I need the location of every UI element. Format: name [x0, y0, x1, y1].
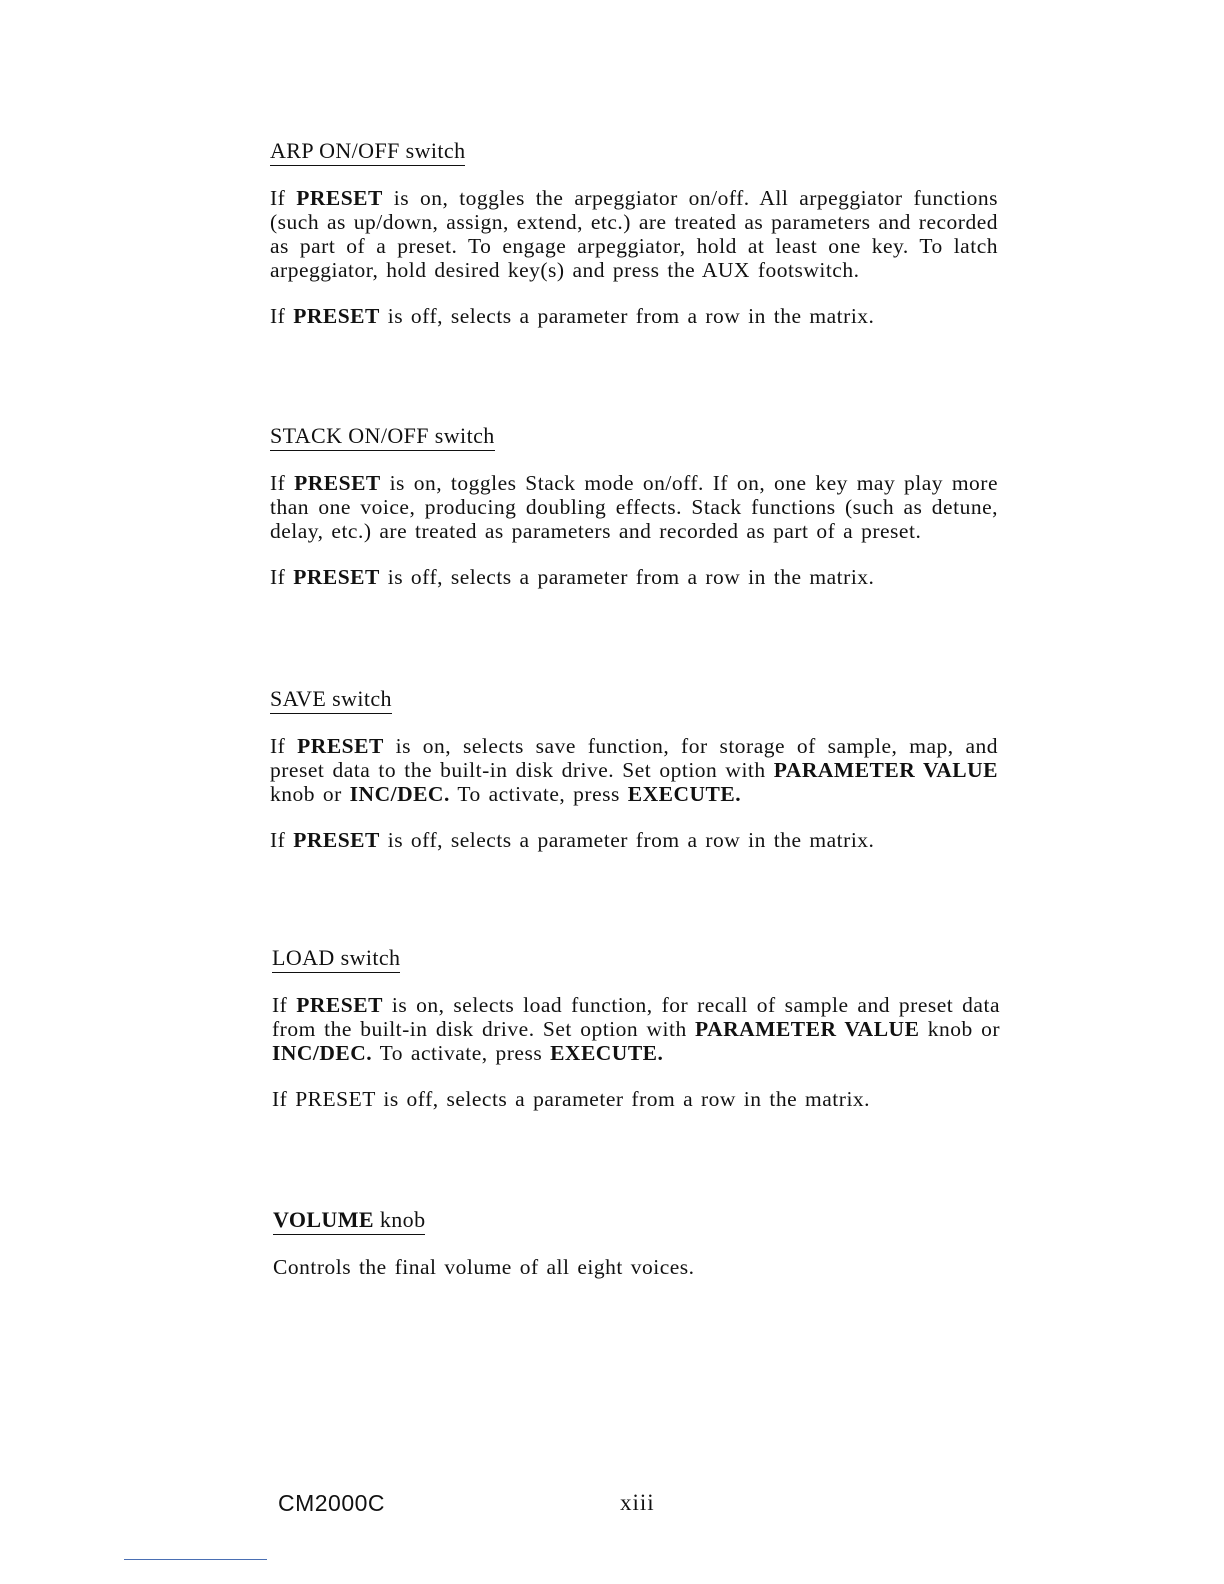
section-arp-switch [270, 138, 998, 350]
bold-term: PRESET [293, 304, 380, 328]
paragraph [273, 1255, 1001, 1279]
section-heading: STACK ON/OFF switch [270, 423, 495, 451]
text-run: If [270, 734, 298, 758]
section-load-switch [272, 945, 1000, 1133]
paragraph [270, 304, 998, 328]
bold-term: EXECUTE. [627, 782, 742, 806]
bold-term: PRESET [296, 993, 383, 1017]
text-run: If [270, 304, 294, 328]
text-run: is on, toggles Stack mode on/off. If on, one key may play more than one voice, producing doubling effects. Stack functions (such as detune, delay, etc.) are treated as parameters and recorded as part of a preset. [270, 471, 998, 543]
paragraph [270, 828, 998, 852]
text-run: If [270, 471, 295, 495]
paragraph [272, 993, 1000, 1065]
paragraph [272, 1087, 1000, 1111]
text-run: PRESET [295, 1087, 376, 1111]
paragraph [270, 565, 998, 589]
text-run: Controls the final volume of all eight voices. [273, 1255, 695, 1279]
bold-term: INC/DEC. [272, 1041, 373, 1065]
section-stack-switch [270, 423, 998, 611]
paragraph [270, 186, 998, 282]
section-volume-knob [273, 1207, 1001, 1301]
section-heading: LOAD switch [272, 945, 400, 973]
text-run: If [270, 828, 294, 852]
text-run: If [270, 565, 294, 589]
text-run: If [270, 186, 297, 210]
text-run: If [272, 1087, 296, 1111]
text-run: To activate, press [449, 782, 628, 806]
bold-term: PRESET [297, 734, 384, 758]
bold-term: PRESET [294, 471, 381, 495]
text-run: If [272, 993, 297, 1017]
bold-term: PARAMETER VALUE [695, 1017, 920, 1041]
text-run: is on, toggles the arpeggiator on/off. All arpeggiator functions (such as up/down, assign, extend, etc.) are treated as parameters and recorded as part of a preset. To engage arpeggiator, hold at least one key. To latch arpeggiator, hold desired key(s) and press the AUX footswitch. [270, 186, 998, 282]
section-heading: VOLUME knob [273, 1207, 425, 1235]
paragraph [270, 734, 998, 806]
footer-model-name: CM2000C [278, 1490, 386, 1516]
text-run: is on, selects load function, for recall of sample and preset data from the built-in disk drive. Set option with [272, 993, 1000, 1041]
bold-term: PRESET [293, 828, 380, 852]
page-number: xiii [620, 1490, 655, 1515]
section-heading: SAVE switch [270, 686, 392, 714]
text-run: knob or [270, 782, 350, 806]
text-run: is off, selects a parameter from a row in the matrix. [379, 565, 875, 589]
paragraph [270, 471, 998, 543]
bold-term: EXECUTE. [550, 1041, 664, 1065]
text-run: is off, selects a parameter from a row in the matrix. [379, 304, 875, 328]
bold-term: PRESET [293, 565, 380, 589]
text-run: knob or [919, 1017, 1000, 1041]
bold-term: PRESET [296, 186, 383, 210]
text-run: is on, selects save function, for storage of sample, map, and preset data to the built-in disk drive. Set option with [270, 734, 998, 782]
section-save-switch [270, 686, 998, 874]
text-run: To activate, press [372, 1041, 551, 1065]
bold-term: PARAMETER VALUE [773, 758, 998, 782]
bold-term: INC/DEC. [349, 782, 450, 806]
section-heading: ARP ON/OFF switch [270, 138, 465, 166]
text-run: is off, selects a parameter from a row in the matrix. [375, 1087, 871, 1111]
text-run: is off, selects a parameter from a row in the matrix. [379, 828, 875, 852]
edge-rule [124, 1559, 267, 1560]
